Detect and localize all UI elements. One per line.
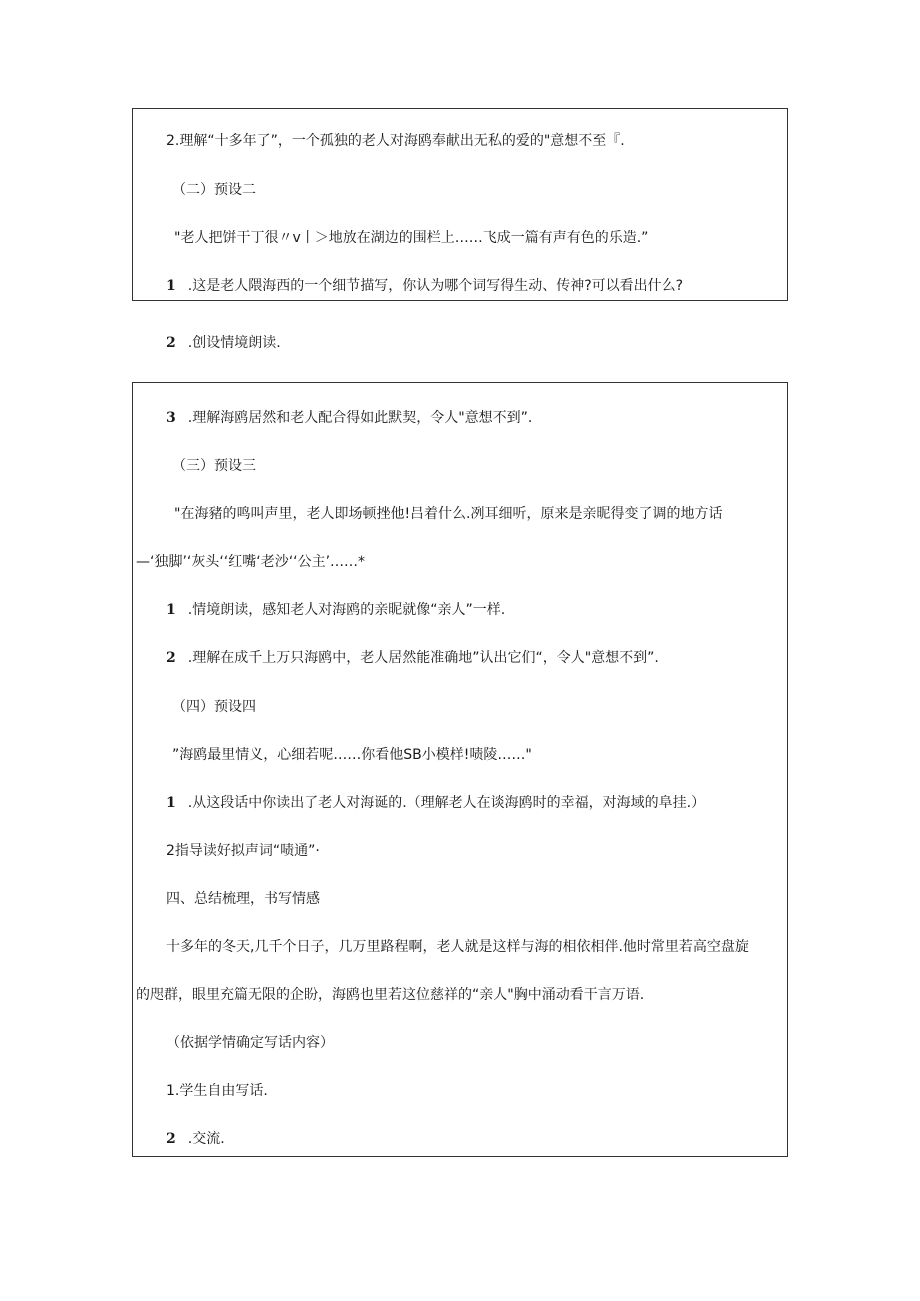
list-item [166,1129,225,1149]
paragraph-line: 的咫群，眼里充篇无限的企盼，海鸥也里若这位慈祥的“亲人"胸中涌动看干言万语. [136,987,645,1003]
list-number: 2 [166,650,176,666]
list-text: .创设情境朗读. [187,335,281,351]
text-line: 2.理解“十多年了”，一个孤独的老人对海鸥奉献出无私的爱的"意想不至『. [166,133,625,149]
list-item [166,333,281,353]
list-number: 1 [166,602,176,618]
quote-line: ”海鸥最里情义，心细若呢……你看他SB小模样!啧陵……" [172,747,532,763]
list-text: .情境朗读，感知老人对海鸥的亲昵就像“亲人”一样. [187,602,506,618]
list-number: 3 [166,410,176,426]
list-item [166,648,659,668]
list-number: 2 [166,335,176,351]
paragraph-line: 十多年的冬天,几千个日子，几万里路程啊，老人就是这样与海的相依相伴.他时常里若高空盘旋 [166,939,749,955]
quote-line: "老人把饼干丁很〃v丨＞地放在湖边的围栏上……飞成一篇有声有色的乐造.” [174,230,649,246]
quote-line: —‘独脚’‘灰头‘‘红嘴‘老沙‘‘公主’……* [136,554,366,570]
list-item [166,793,705,813]
section-heading: （三）预设三 [172,458,256,474]
list-item [166,600,505,620]
list-text: .从这段话中你读出了老人对海诞的.（理解老人在谈海鸥时的幸福，对海域的阜挂.） [187,795,706,811]
section-heading: （四）预设四 [172,699,256,715]
list-text: .交流. [187,1131,225,1147]
section-heading: 四、总结梳理，书写情感 [166,891,320,907]
list-number: 1 [166,278,176,294]
list-number: 2 [166,1131,176,1147]
quote-line: "在海豬的鸣叫声里，老人即场顿挫他!吕着什么.冽耳细听，原来是亲昵得变了调的地方话 [174,506,723,522]
list-item [166,276,683,296]
list-number: 1 [166,795,176,811]
list-text: .这是老人隈海西的一个细节描写，你认为哪个词写得生动、传神?可以看出什么? [187,278,684,294]
list-item: 1.学生自由写话. [166,1083,268,1099]
list-text: .理解在成千上万只海鸥中，老人居然能准确地”认出它们“，令人"意想不到”. [187,650,659,666]
list-item [166,408,532,428]
list-text: .理解海鸥居然和老人配合得如此默契，令人"意想不到”. [187,410,533,426]
section-heading: （二）预设二 [172,182,256,198]
note-line: （依据学情确定写话内容） [166,1035,334,1051]
text-line: 2指导读好拟声词“啧通”· [166,843,320,859]
